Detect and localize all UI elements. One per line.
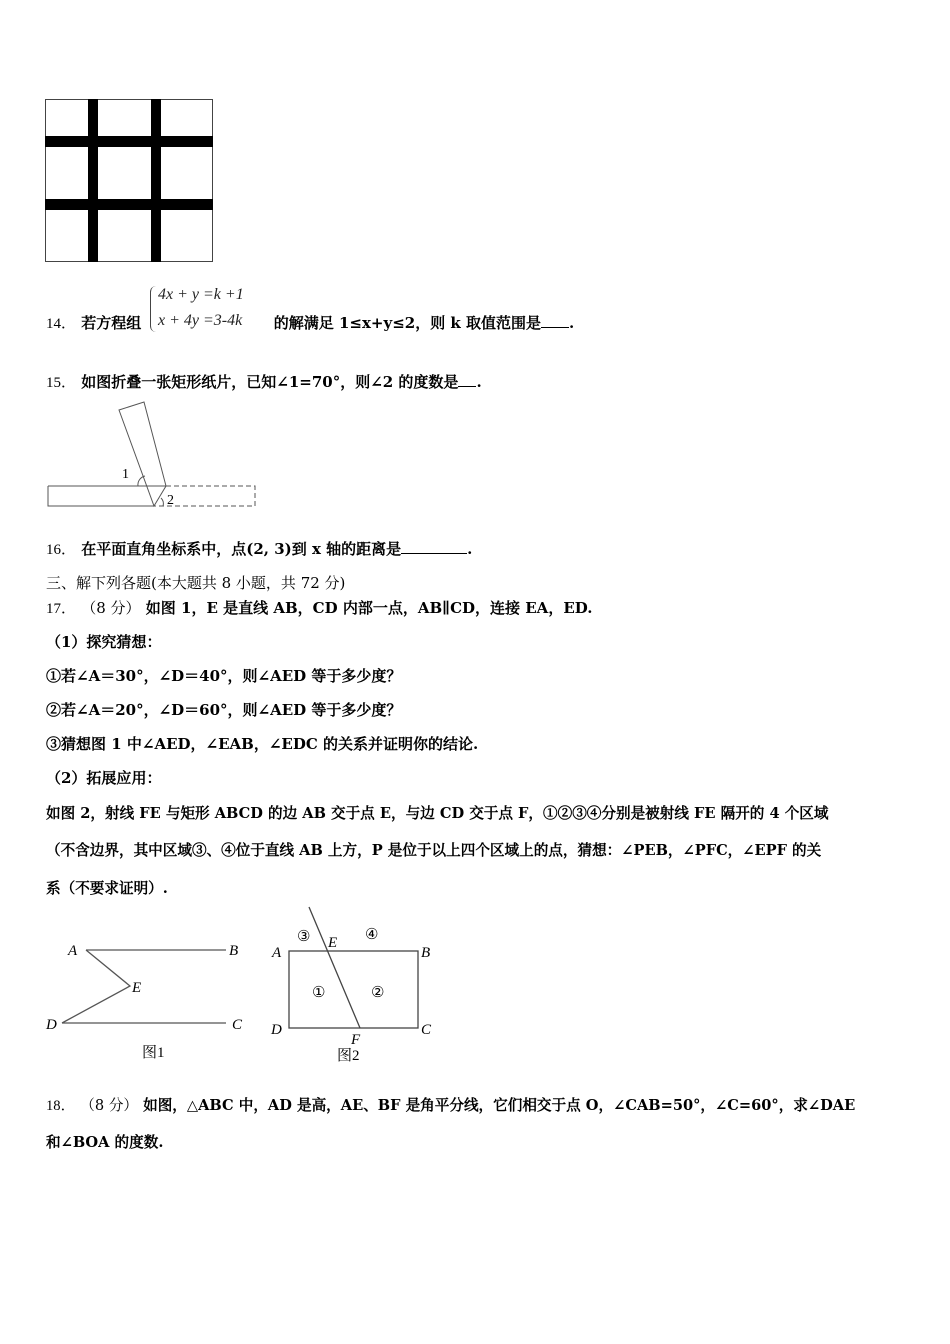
item-2: ②若∠A＝20°，∠D＝60°，则∠AED 等于多少度？ [46,701,402,719]
label-d: D [46,1017,57,1033]
region-2-label: ② [371,985,385,1001]
question-text: 如图折叠一张矩形纸片，已知∠1=70°，则∠2 的度数是 [81,373,459,391]
question-number: 15． [46,375,77,391]
question-prefix: 若方程组 [81,314,142,332]
grid-figure [45,99,213,262]
question-number: 18． [46,1098,76,1114]
label-a: A [68,943,78,959]
label-f: F [351,1032,361,1048]
equation-system [150,284,264,336]
angle-1-label: 1 [122,467,129,482]
label-c: C [232,1017,243,1033]
part-2-title: （2）拓展应用： [46,769,162,787]
answer-blank [401,541,467,554]
question-number: 16． [46,542,77,558]
item-1: ①若∠A＝30°，∠D＝40°，则∠AED 等于多少度？ [46,667,402,685]
part-1-title: （1）探究猜想： [46,633,162,651]
question-score: （8 分） [80,1097,139,1114]
angle-2-label: 2 [167,493,174,508]
region-4-label: ④ [365,927,379,943]
figure-caption: 图1 [142,1045,165,1061]
item-3: ③猜想图 1 中∠AED，∠EAB，∠EDC 的关系并证明你的结论. [46,735,479,753]
label-b: B [229,943,239,959]
label-d: D [271,1022,282,1038]
question-18-line-2: 和∠BOA 的度数. [46,1134,164,1151]
part-2-line-2: （不含边界，其中区域③、④位于直线 AB 上方，P 是位于以上四个区域上的点，猜想：∠PEB，∠PFC，∠EPF 的关 [46,842,822,859]
region-1-label: ① [312,985,326,1001]
figure-2 [260,900,450,1070]
question-text: 的解满足 1≤x+y≤2，则 k 取值范围是 [273,314,542,332]
label-a: A [272,945,282,961]
equation-2: x + 4y =3-4k [158,312,243,329]
question-14: 14． 若方程组 的解满足 1≤x+y≤2，则 k 取值范围是 . [46,314,575,332]
part-2-line-1: 如图 2，射线 FE 与矩形 ABCD 的边 AB 交于点 E，与边 CD 交于点 F，①②③④分别是被射线 FE 隔开的 4 个区域 [46,805,829,822]
question-17 [46,597,592,618]
figure-1 [40,935,255,1065]
question-number: 14． [46,316,77,332]
answer-blank [458,374,476,387]
label-e: E [328,935,338,951]
question-text: 如图，△ABC 中，AD 是高，AE、BF 是角平分线，它们相交于点 O，∠CAB=50°，∠C=60°，求∠DAE [143,1097,856,1114]
part-2-line-3: 系（不要求证明）. [46,880,168,897]
figure-caption: 图2 [337,1048,360,1064]
answer-blank [541,315,569,328]
question-text: 如图 1，E 是直线 AB，CD 内部一点，AB∥CD，连接 EA，ED. [145,599,593,617]
question-15: 15． 如图折叠一张矩形纸片，已知∠1=70°，则∠2 的度数是 . [46,373,482,391]
section-title: 三、解下列各题(本大题共 8 小题，共 72 分) [46,574,346,592]
region-3-label: ③ [297,929,311,945]
question-score: （8 分） [81,599,141,617]
label-b: B [421,945,431,961]
equation-1: 4x + y =k +1 [158,286,244,303]
brace-icon [150,286,157,332]
folded-paper-figure [45,400,265,512]
label-e: E [132,980,142,996]
question-18 [46,1094,855,1115]
question-number: 17． [46,601,77,617]
question-16: 16． 在平面直角坐标系中，点(2, 3)到 x 轴的距离是 . [46,540,473,558]
label-c: C [421,1022,432,1038]
question-text: 在平面直角坐标系中，点(2, 3)到 x 轴的距离是 [81,540,402,558]
